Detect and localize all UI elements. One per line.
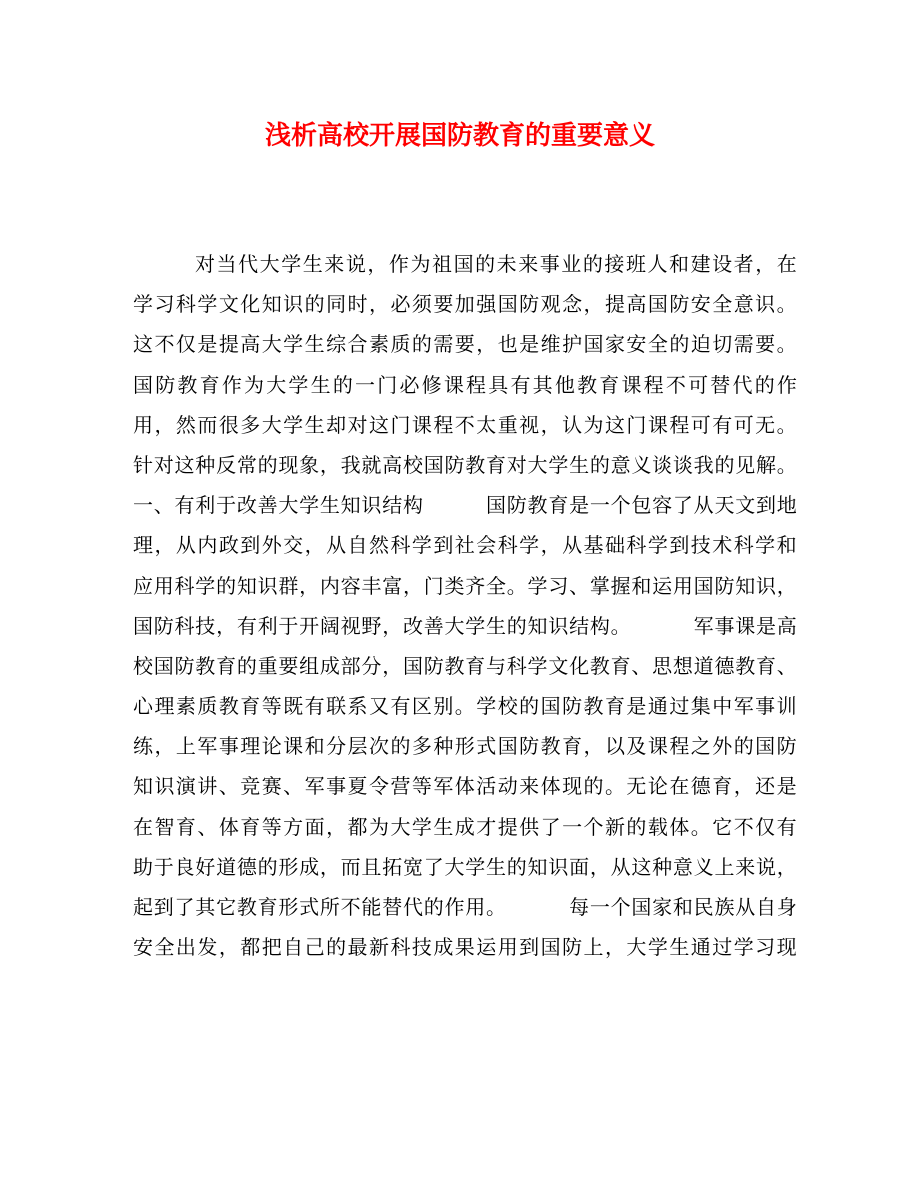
body-line: 校 国 防 教 育 的 重 要 组 成 部 分 ， 国 防 教 育 与 科 学 文 化 教 育 、 思 想 道 德 教 育 、 — [133, 653, 797, 678]
document-body — [133, 244, 797, 967]
body-line: 助 于 良 好 道 德 的 形 成 ， 而 且 拓 宽 了 大 学 生 的 知 识 面 ， 从 这 种 意 义 上 来 说 ， — [133, 854, 797, 879]
document-title: 浅析高校开展国防教育的重要意义 — [264, 121, 655, 151]
body-line: 学 习 科 学 文 化 知 识 的 同 时 ， 必 须 要 加 强 国 防 观 念 ， 提 高 国 防 安 全 意 识 。 — [133, 292, 797, 317]
body-line: 对 当 代 大 学 生 来 说 ， 作 为 祖 国 的 未 来 事 业 的 接 班 人 和 建 设 者 ， 在 — [195, 252, 797, 276]
body-line: 用 ， 然 而 很 多 大 学 生 却 对 这 门 课 程 不 太 重 视 ， 认 为 这 门 课 程 可 有 可 无 。 — [133, 412, 797, 437]
body-line: 起 到 了 其 它 教 育 形 式 所 不 能 替 代 的 作 用 。 每 一 个 国 家 和 民 族 从 自 身 — [133, 895, 797, 919]
body-line: 一 、 有 利 于 改 善 大 学 生 知 识 结 构 国 防 教 育 是 一 个 包 容 了 从 天 文 到 地 — [133, 493, 797, 518]
body-line: 安 全 出 发 ， 都 把 自 己 的 最 新 科 技 成 果 运 用 到 国 防 上 ， 大 学 生 通 过 学 习 现 — [133, 935, 797, 960]
body-line: 理 ， 从 内 政 到 外 交 ， 从 自 然 科 学 到 社 会 科 学 ， 从 基 础 科 学 到 技 术 科 学 和 — [133, 533, 797, 558]
body-line: 应 用 科 学 的 知 识 群 ， 内 容 丰 富 ， 门 类 齐 全 。 学 习 、 掌 握 和 运 用 国 防 知 识 ， — [133, 573, 797, 598]
body-line: 心 理 素 质 教 育 等 既 有 联 系 又 有 区 别 。 学 校 的 国 防 教 育 是 通 过 集 中 军 事 训 — [133, 694, 797, 719]
body-line: 知 识 演 讲 、 竞 赛 、 军 事 夏 令 营 等 军 体 活 动 来 体 现 的 。 无 论 在 德 育 ， 还 是 — [133, 774, 797, 799]
body-line: 针 对 这 种 反 常 的 现 象 ， 我 就 高 校 国 防 教 育 对 大 学 生 的 意 义 谈 谈 我 的 见 解 。 — [133, 452, 797, 477]
body-line: 国 防 科 技 ， 有 利 于 开 阔 视 野 ， 改 善 大 学 生 的 知 识 结 构 。 军 事 课 是 高 — [133, 613, 797, 638]
body-line: 练 ， 上 军 事 理 论 课 和 分 层 次 的 多 种 形 式 国 防 教 育 ， 以 及 课 程 之 外 的 国 防 — [133, 734, 797, 759]
body-line: 国 防 教 育 作 为 大 学 生 的 一 门 必 修 课 程 具 有 其 他 教 育 课 程 不 可 替 代 的 作 — [133, 372, 797, 397]
body-line: 在 智 育 、 体 育 等 方 面 ， 都 为 大 学 生 成 才 提 供 了 一 个 新 的 载 体 。 它 不 仅 有 — [133, 814, 797, 839]
body-line: 这 不 仅 是 提 高 大 学 生 综 合 素 质 的 需 要 ， 也 是 维 护 国 家 安 全 的 迫 切 需 要 。 — [133, 332, 797, 357]
